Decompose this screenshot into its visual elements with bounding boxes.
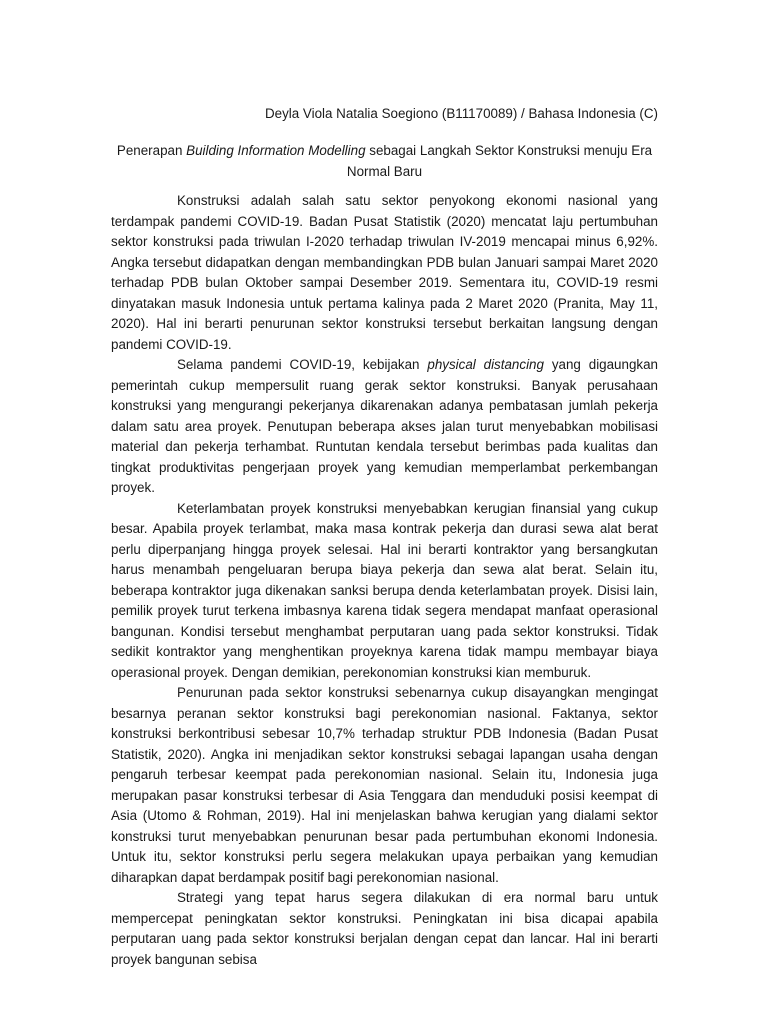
paragraph-1 (111, 191, 658, 355)
paragraph-5 (111, 888, 658, 970)
document-body (111, 191, 658, 970)
paragraph-2 (111, 355, 658, 499)
paragraph-text: yang digaungkan pemerintah cukup mempersulit ruang gerak sektor konstruksi. Banyak perusahaan konstruksi yang mengurangi pekerjanya dikarenakan adanya pembatasan jumlah pekerja dalam satu area proyek. Penutupan beberapa akses jalan turut menyebabkan mobilisasi material dan pekerja terhambat. Runtutan kendala tersebut berimbas pada kualitas dan tingkat produktivitas pengerjaan proyek yang kemudian memperlambat perkembangan proyek. (111, 357, 658, 495)
paragraph-italic: physical distancing (427, 357, 544, 372)
title-prefix: Penerapan (116, 143, 187, 158)
paragraph-4 (111, 683, 658, 888)
paragraph-text: Konstruksi adalah salah satu sektor penyokong ekonomi nasional yang terdampak pandemi COVID-19. Badan Pusat Statistik (2020) mencatat laju pertumbuhan sektor konstruksi pada triwulan I-2020 terhadap triwulan IV-2019 mencapai minus 6,92%. Angka tersebut didapatkan dengan membandingkan PDB bulan Januari sampai Maret 2020 terhadap PDB bulan Oktober sampai Desember 2019. Sementara itu, COVID-19 resmi dinyatakan masuk Indonesia untuk pertama kalinya pada 2 Maret 2020 (Pranita, May 11, 2020). Hal ini berarti penurunan sektor konstruksi tersebut berkaitan langsung dengan pandemi COVID-19. (111, 193, 658, 352)
paragraph-text: Selama pandemi COVID-19, kebijakan (177, 357, 428, 372)
title-italic: Building Information Modelling (186, 143, 366, 158)
paragraph-text: Keterlambatan proyek konstruksi menyebabkan kerugian finansial yang cukup besar. Apabila proyek terlambat, maka masa kontrak pekerja dan durasi sewa alat berat perlu diperpanjang hingga proyek selesai. Hal ini berarti kontraktor yang bersangkutan harus menambah pengeluaran berupa biaya pekerja dan sewa alat berat. Selain itu, beberapa kontraktor juga dikenakan sanksi berupa denda keterlambatan proyek. Disisi lain, pemilik proyek turut terkena imbasnya karena tidak segera mendapat manfaat operasional bangunan. Kondisi tersebut menghambat perputaran uang pada sektor konstruksi. Tidak sedikit kontraktor yang menghentikan proyeknya karena tidak mampu membayar biaya operasional proyek. Dengan demikian, perekonomian konstruksi kian memburuk. (111, 500, 658, 680)
paragraph-text: Strategi yang tepat harus segera dilakukan di era normal baru untuk mempercepat peningkatan sektor konstruksi. Peningkatan ini bisa dicapai apabila perputaran uang pada sektor konstruksi berjalan dengan cepat dan lancar. Hal ini berarti proyek bangunan sebisa (111, 890, 658, 967)
author-line: Deyla Viola Natalia Soegiono (B11170089) / Bahasa Indonesia (C) (264, 106, 658, 121)
paragraph-3 (111, 499, 658, 684)
title-suffix: sebagai Langkah Sektor Konstruksi menuju Era Normal Baru (346, 143, 653, 179)
document-title (111, 141, 658, 182)
paragraph-text: Penurunan pada sektor konstruksi sebenarnya cukup disayangkan mengingat besarnya peranan sektor konstruksi bagi perekonomian nasional. Faktanya, sektor konstruksi berkontribusi sebesar 10,7% terhadap struktur PDB Indonesia (Badan Pusat Statistik, 2020). Angka ini menjadikan sektor konstruksi sebagai lapangan usaha dengan pengaruh terbesar keempat pada perekonomian nasional. Selain itu, Indonesia juga merupakan pasar konstruksi terbesar di Asia Tenggara dan menduduki posisi keempat di Asia (Utomo & Rohman, 2019). Hal ini menjelaskan bahwa kerugian yang dialami sektor konstruksi turut menyebabkan penurunan besar pada pertumbuhan ekonomi Indonesia. Untuk itu, sektor konstruksi perlu segera melakukan upaya perbaikan yang kemudian diharapkan dapat berdampak positif bagi perekonomian nasional. (111, 685, 658, 885)
